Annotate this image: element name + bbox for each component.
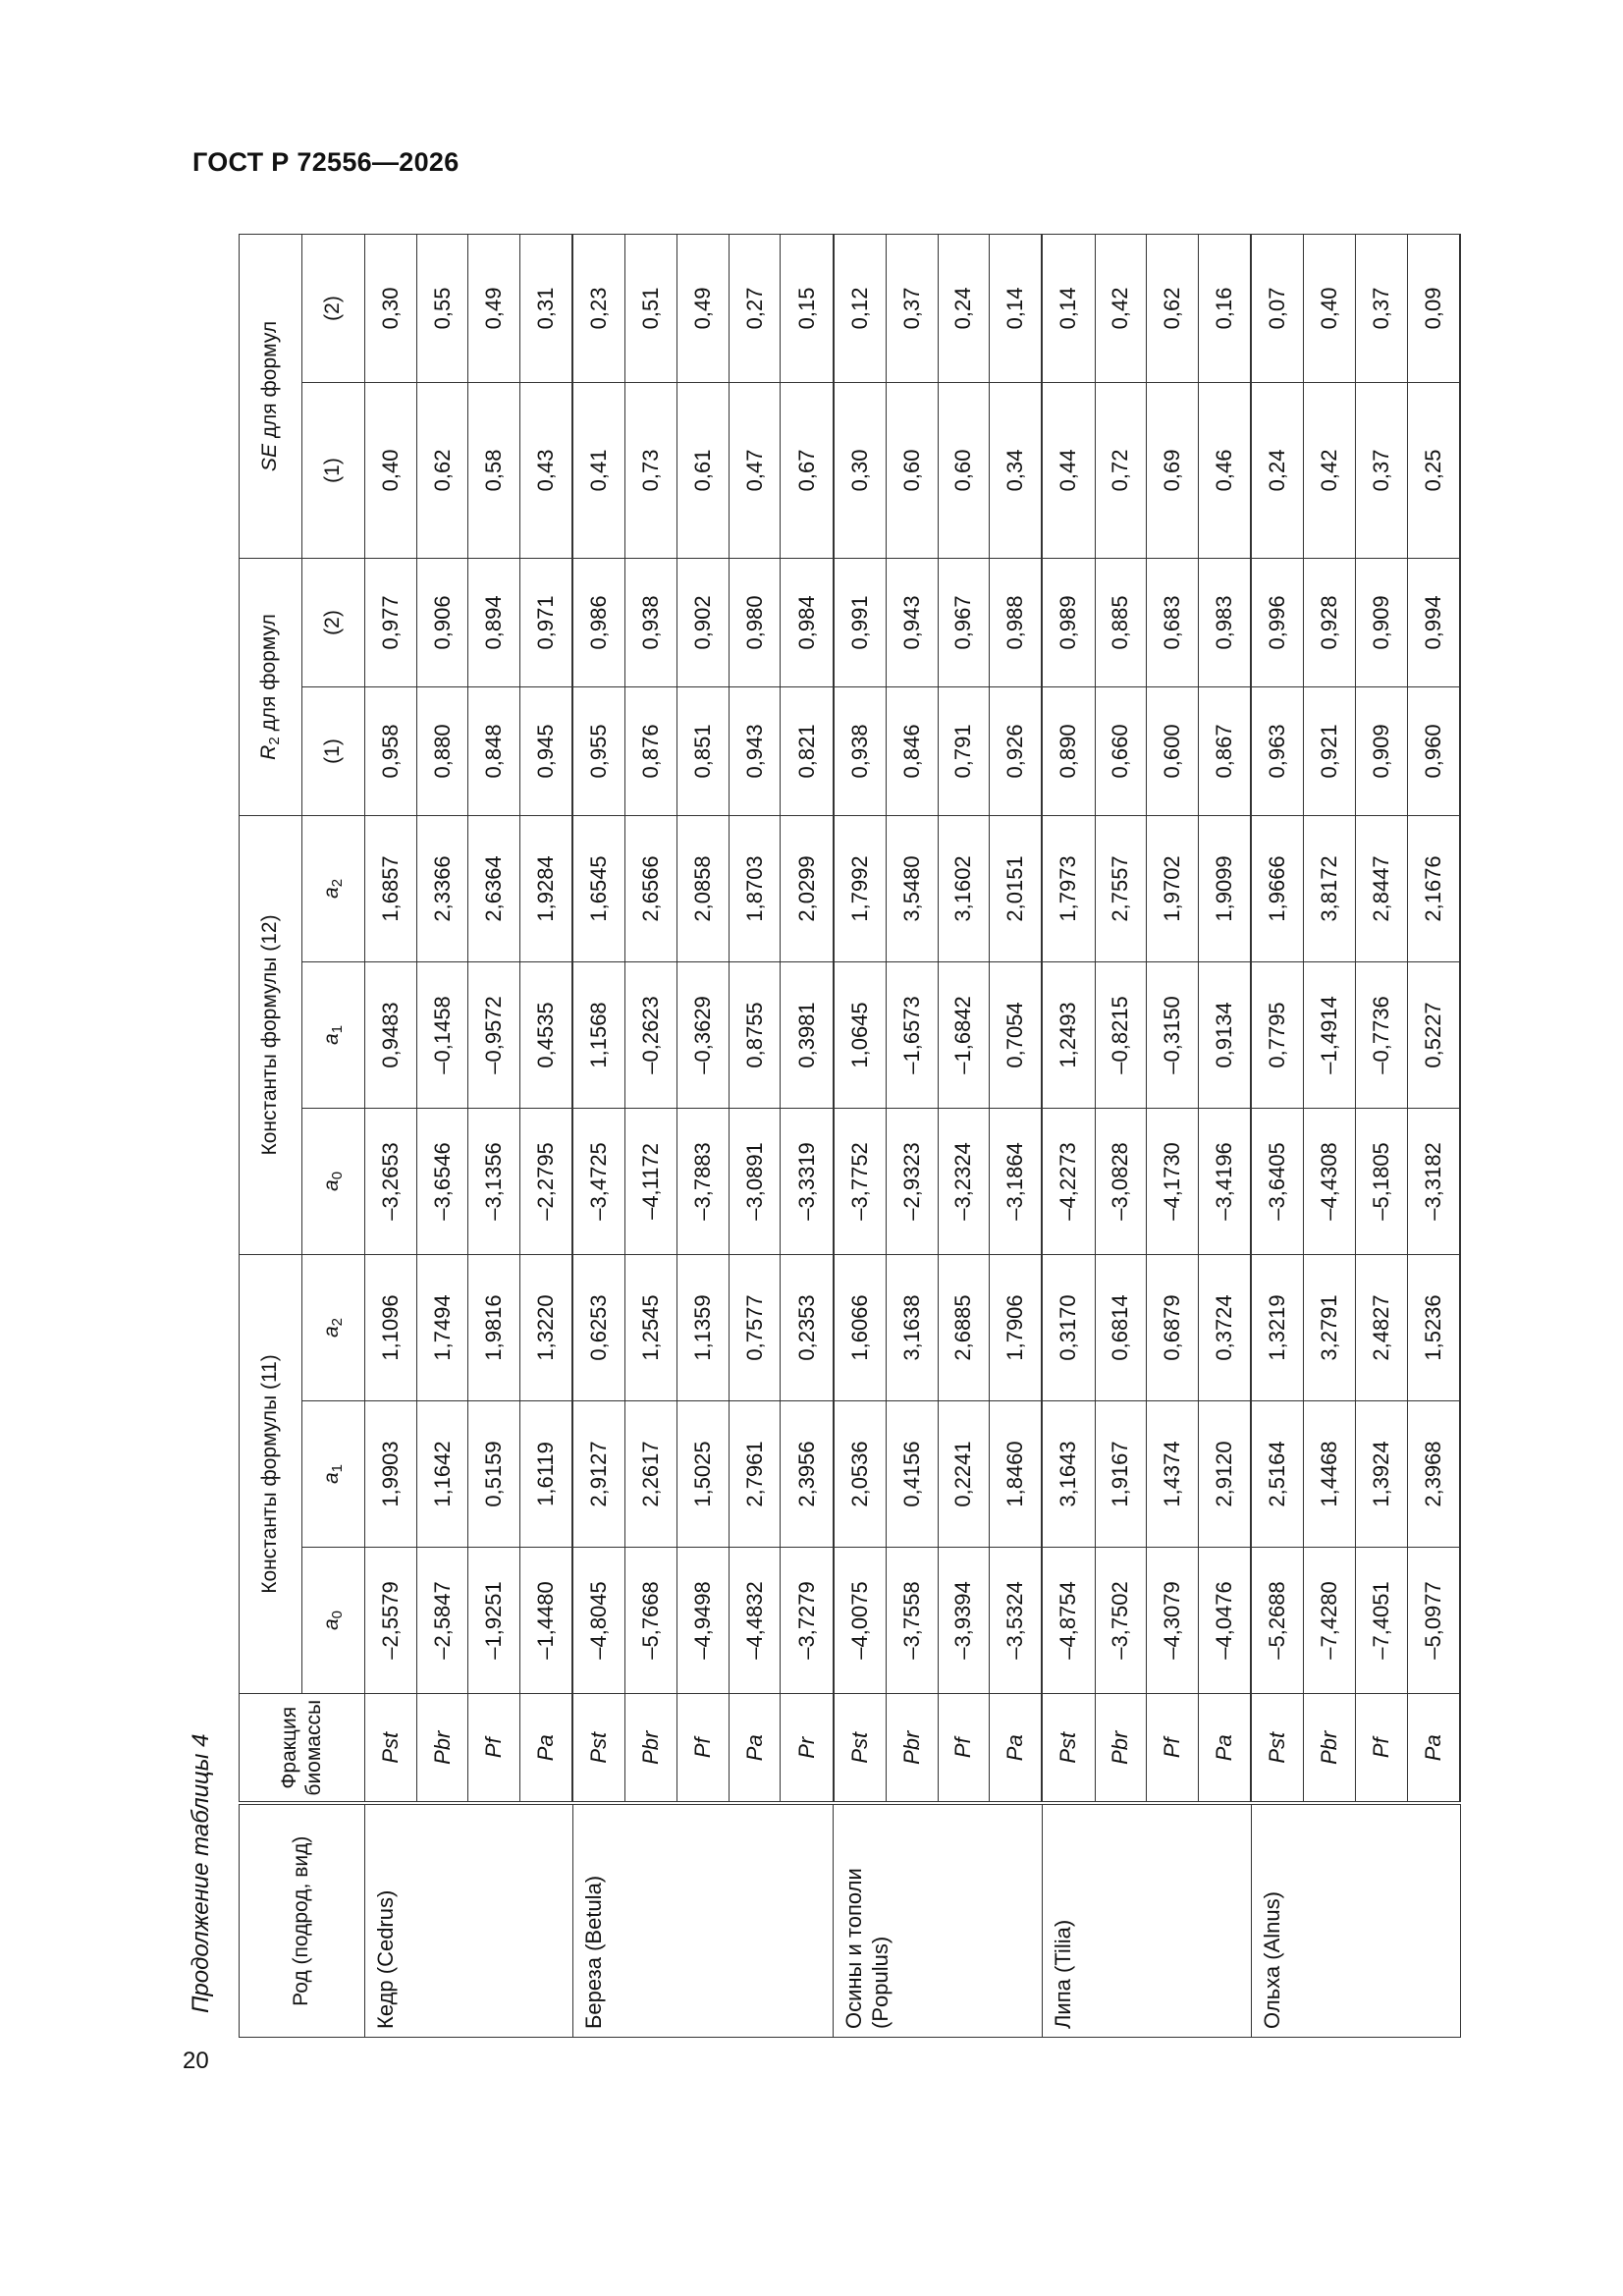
- value-cell: 0,8755: [729, 961, 781, 1108]
- value-cell: 0,996: [1251, 558, 1304, 686]
- value-cell: 0,938: [834, 686, 887, 815]
- value-cell: –0,3629: [677, 961, 730, 1108]
- value-cell: 1,8703: [729, 815, 781, 961]
- value-cell: –3,6405: [1251, 1108, 1304, 1254]
- value-cell: 0,34: [990, 382, 1043, 558]
- value-cell: –3,5324: [990, 1548, 1043, 1694]
- value-cell: 1,6066: [834, 1254, 887, 1400]
- value-cell: 0,9483: [365, 961, 417, 1108]
- column-header-a1-12: [302, 961, 365, 1108]
- value-cell: 0,867: [1198, 686, 1251, 815]
- value-cell: 0,894: [468, 558, 520, 686]
- value-cell: –3,2324: [938, 1108, 990, 1254]
- value-cell: –2,2795: [520, 1108, 573, 1254]
- value-cell: 0,27: [729, 234, 781, 382]
- value-cell: 3,1643: [1042, 1401, 1095, 1548]
- value-cell: 0,62: [416, 382, 468, 558]
- value-cell: 2,6364: [468, 815, 520, 961]
- table-row: [1147, 234, 1199, 2037]
- table-row: [781, 234, 834, 2037]
- value-cell: 1,7992: [834, 815, 887, 961]
- value-cell: –4,8754: [1042, 1548, 1095, 1694]
- value-cell: 0,971: [520, 558, 573, 686]
- value-cell: 1,1568: [572, 961, 625, 1108]
- value-cell: 0,49: [677, 234, 730, 382]
- value-cell: 0,40: [365, 382, 417, 558]
- value-cell: 0,37: [886, 234, 938, 382]
- value-cell: –3,7502: [1095, 1548, 1147, 1694]
- value-cell: 0,967: [938, 558, 990, 686]
- a-symbol: a: [320, 1033, 344, 1045]
- value-cell: 0,5227: [1407, 961, 1460, 1108]
- value-cell: 0,69: [1147, 382, 1199, 558]
- r2-group-label: для формул: [257, 614, 281, 732]
- value-cell: 1,7906: [990, 1254, 1043, 1400]
- biomass-constants-table: [239, 234, 1461, 2038]
- value-cell: –3,4196: [1198, 1108, 1251, 1254]
- value-cell: 1,1096: [365, 1254, 417, 1400]
- table-row: [886, 234, 938, 2037]
- value-cell: –4,1172: [625, 1108, 677, 1254]
- a-symbol: a: [320, 1472, 344, 1485]
- value-cell: 0,660: [1095, 686, 1147, 815]
- value-cell: 0,3981: [781, 961, 834, 1108]
- value-cell: 0,24: [938, 234, 990, 382]
- value-cell: 0,791: [938, 686, 990, 815]
- column-header-r2-f2: (2): [302, 558, 365, 686]
- value-cell: 0,5159: [468, 1401, 520, 1548]
- value-cell: 0,921: [1304, 686, 1356, 815]
- value-cell: –4,4832: [729, 1548, 781, 1694]
- value-cell: 0,42: [1304, 382, 1356, 558]
- value-cell: 0,876: [625, 686, 677, 815]
- value-cell: 0,14: [990, 234, 1043, 382]
- value-cell: 2,1676: [1407, 815, 1460, 961]
- column-header-r2-f1: (1): [302, 686, 365, 815]
- value-cell: 2,5164: [1251, 1401, 1304, 1548]
- table-row: [468, 234, 520, 2037]
- value-cell: 0,60: [938, 382, 990, 558]
- column-header-a0-12: [302, 1108, 365, 1254]
- value-cell: –5,7668: [625, 1548, 677, 1694]
- value-cell: –3,6546: [416, 1108, 468, 1254]
- value-cell: –4,8045: [572, 1548, 625, 1694]
- genus-cell: Береза (Betula): [572, 1804, 833, 2038]
- value-cell: 0,890: [1042, 686, 1095, 815]
- table-row: [416, 234, 468, 2037]
- value-cell: 0,906: [416, 558, 468, 686]
- value-cell: –5,1805: [1355, 1108, 1407, 1254]
- value-cell: 0,7795: [1251, 961, 1304, 1108]
- value-cell: 0,40: [1304, 234, 1356, 382]
- fraction-cell: Pf: [677, 1694, 730, 1804]
- se-symbol: SE: [258, 444, 282, 472]
- value-cell: –3,7558: [886, 1548, 938, 1694]
- value-cell: –3,4725: [572, 1108, 625, 1254]
- value-cell: 0,09: [1407, 234, 1460, 382]
- value-cell: 0,60: [886, 382, 938, 558]
- value-cell: 0,42: [1095, 234, 1147, 382]
- value-cell: 0,58: [468, 382, 520, 558]
- value-cell: –0,3150: [1147, 961, 1199, 1108]
- a-index: 2: [329, 1317, 347, 1327]
- fraction-cell: Pbr: [1095, 1694, 1147, 1804]
- value-cell: –4,1730: [1147, 1108, 1199, 1254]
- value-cell: –0,9572: [468, 961, 520, 1108]
- table-row: [1407, 234, 1460, 2037]
- value-cell: 0,23: [572, 234, 625, 382]
- table-row: [1251, 234, 1304, 2037]
- value-cell: 2,2617: [625, 1401, 677, 1548]
- value-cell: 0,55: [416, 234, 468, 382]
- value-cell: 0,46: [1198, 382, 1251, 558]
- value-cell: 3,2791: [1304, 1254, 1356, 1400]
- value-cell: 1,0645: [834, 961, 887, 1108]
- fraction-cell: Pst: [1042, 1694, 1095, 1804]
- value-cell: 1,8460: [990, 1401, 1043, 1548]
- column-group-r2: [240, 558, 302, 815]
- table-row: [990, 234, 1043, 2037]
- genus-cell: Осины и тополи (Populus): [834, 1804, 1043, 2038]
- fraction-cell: Pbr: [1304, 1694, 1356, 1804]
- column-header-se-f2: (2): [302, 234, 365, 382]
- fraction-cell: Pa: [1407, 1694, 1460, 1804]
- se-group-label: для формул: [258, 320, 282, 439]
- value-cell: 0,991: [834, 558, 887, 686]
- a-index: 0: [329, 1610, 347, 1619]
- table-row: [1042, 234, 1095, 2037]
- value-cell: 0,958: [365, 686, 417, 815]
- value-cell: –0,7736: [1355, 961, 1407, 1108]
- value-cell: –3,9394: [938, 1548, 990, 1694]
- table-continuation-label: Продолжение таблицы 4: [188, 1733, 214, 2013]
- value-cell: 1,9903: [365, 1401, 417, 1548]
- fraction-cell: Pf: [1147, 1694, 1199, 1804]
- genus-cell: Липа (Tilia): [1042, 1804, 1251, 2038]
- genus-cell: Кедр (Cedrus): [365, 1804, 573, 2038]
- value-cell: 0,07: [1251, 234, 1304, 382]
- value-cell: 0,16: [1198, 234, 1251, 382]
- value-cell: 2,7557: [1095, 815, 1147, 961]
- value-cell: 2,4827: [1355, 1254, 1407, 1400]
- value-cell: –1,6573: [886, 961, 938, 1108]
- value-cell: 0,955: [572, 686, 625, 815]
- fraction-cell: Pbr: [625, 1694, 677, 1804]
- value-cell: 1,1359: [677, 1254, 730, 1400]
- fraction-cell: Pa: [729, 1694, 781, 1804]
- value-cell: –0,2623: [625, 961, 677, 1108]
- value-cell: –3,7279: [781, 1548, 834, 1694]
- column-header-fraction: Фракция биомассы: [240, 1694, 365, 1804]
- value-cell: 1,6119: [520, 1401, 573, 1548]
- fraction-cell: Pst: [834, 1694, 887, 1804]
- value-cell: 1,2493: [1042, 961, 1095, 1108]
- value-cell: 2,3366: [416, 815, 468, 961]
- column-header-a1-11: [302, 1401, 365, 1548]
- value-cell: –3,1356: [468, 1108, 520, 1254]
- fraction-cell: Pa: [1198, 1694, 1251, 1804]
- value-cell: 0,880: [416, 686, 468, 815]
- r2-index: 2: [266, 737, 284, 745]
- value-cell: 0,683: [1147, 558, 1199, 686]
- value-cell: 2,9120: [1198, 1401, 1251, 1548]
- value-cell: 0,37: [1355, 234, 1407, 382]
- column-header-a0-11: [302, 1548, 365, 1694]
- value-cell: 1,3924: [1355, 1401, 1407, 1548]
- fraction-cell: Pst: [1251, 1694, 1304, 1804]
- genus-cell: Ольха (Alnus): [1251, 1804, 1460, 2038]
- value-cell: 2,0536: [834, 1401, 887, 1548]
- value-cell: 1,9099: [1198, 815, 1251, 961]
- a-index: 1: [329, 1024, 347, 1034]
- value-cell: –3,3182: [1407, 1108, 1460, 1254]
- value-cell: 1,7494: [416, 1254, 468, 1400]
- value-cell: –1,4480: [520, 1548, 573, 1694]
- value-cell: 0,980: [729, 558, 781, 686]
- value-cell: 1,9666: [1251, 815, 1304, 961]
- value-cell: 3,8172: [1304, 815, 1356, 961]
- fraction-cell: Pbr: [886, 1694, 938, 1804]
- value-cell: 0,960: [1407, 686, 1460, 815]
- value-cell: –3,0891: [729, 1108, 781, 1254]
- value-cell: 1,9284: [520, 815, 573, 961]
- value-cell: –3,7752: [834, 1108, 887, 1254]
- fraction-cell: Pst: [365, 1694, 417, 1804]
- value-cell: –3,3319: [781, 1108, 834, 1254]
- a-symbol: a: [320, 1326, 344, 1338]
- value-cell: 0,37: [1355, 382, 1407, 558]
- value-cell: 0,6814: [1095, 1254, 1147, 1400]
- column-header-a2-12: [302, 815, 365, 961]
- value-cell: 0,4156: [886, 1401, 938, 1548]
- value-cell: 0,41: [572, 382, 625, 558]
- value-cell: 0,846: [886, 686, 938, 815]
- table-row: [677, 234, 730, 2037]
- value-cell: 0,49: [468, 234, 520, 382]
- value-cell: 0,928: [1304, 558, 1356, 686]
- value-cell: 1,9167: [1095, 1401, 1147, 1548]
- a-index: 2: [329, 878, 347, 888]
- value-cell: –1,6842: [938, 961, 990, 1108]
- value-cell: 0,30: [834, 382, 887, 558]
- value-cell: 2,6566: [625, 815, 677, 961]
- value-cell: 0,989: [1042, 558, 1095, 686]
- value-cell: 1,1642: [416, 1401, 468, 1548]
- rotated-table-container: [239, 235, 1461, 2038]
- table-row: [729, 234, 781, 2037]
- value-cell: –1,9251: [468, 1548, 520, 1694]
- value-cell: 0,72: [1095, 382, 1147, 558]
- fraction-cell: Pa: [990, 1694, 1043, 1804]
- value-cell: 2,0299: [781, 815, 834, 961]
- page-number: 20: [183, 2048, 209, 2074]
- value-cell: 0,902: [677, 558, 730, 686]
- fraction-cell: Pr: [781, 1694, 834, 1804]
- value-cell: –2,5847: [416, 1548, 468, 1694]
- value-cell: 0,6253: [572, 1254, 625, 1400]
- value-cell: 0,821: [781, 686, 834, 815]
- value-cell: –1,4914: [1304, 961, 1356, 1108]
- value-cell: 0,943: [886, 558, 938, 686]
- value-cell: 1,4374: [1147, 1401, 1199, 1548]
- value-cell: 0,909: [1355, 686, 1407, 815]
- value-cell: –2,5579: [365, 1548, 417, 1694]
- fraction-cell: Pf: [1355, 1694, 1407, 1804]
- value-cell: 0,6879: [1147, 1254, 1199, 1400]
- value-cell: 0,47: [729, 382, 781, 558]
- value-cell: 0,51: [625, 234, 677, 382]
- fraction-cell: Pst: [572, 1694, 625, 1804]
- value-cell: 0,4535: [520, 961, 573, 1108]
- table-row: [572, 234, 625, 2037]
- value-cell: –7,4051: [1355, 1548, 1407, 1694]
- value-cell: –4,2273: [1042, 1108, 1095, 1254]
- table-row: [1355, 234, 1407, 2037]
- value-cell: 0,62: [1147, 234, 1199, 382]
- r2-symbol: R: [257, 744, 281, 760]
- value-cell: 2,0858: [677, 815, 730, 961]
- value-cell: 1,6857: [365, 815, 417, 961]
- value-cell: 0,885: [1095, 558, 1147, 686]
- value-cell: 0,61: [677, 382, 730, 558]
- table-row: [1198, 234, 1251, 2037]
- fraction-cell: Pf: [938, 1694, 990, 1804]
- value-cell: 0,909: [1355, 558, 1407, 686]
- value-cell: –4,4308: [1304, 1108, 1356, 1254]
- value-cell: 0,12: [834, 234, 887, 382]
- value-cell: 0,25: [1407, 382, 1460, 558]
- value-cell: –0,1458: [416, 961, 468, 1108]
- a-index: 1: [329, 1463, 347, 1473]
- value-cell: 2,3968: [1407, 1401, 1460, 1548]
- column-header-se-f1: (1): [302, 382, 365, 558]
- value-cell: 2,3956: [781, 1401, 834, 1548]
- value-cell: 1,2545: [625, 1254, 677, 1400]
- value-cell: –7,4280: [1304, 1548, 1356, 1694]
- value-cell: –4,3079: [1147, 1548, 1199, 1694]
- value-cell: 0,3724: [1198, 1254, 1251, 1400]
- value-cell: 0,983: [1198, 558, 1251, 686]
- column-group-constants-12: Константы формулы (12): [240, 815, 302, 1254]
- fraction-cell: Pf: [468, 1694, 520, 1804]
- column-group-se: [240, 234, 302, 558]
- value-cell: 0,2241: [938, 1401, 990, 1548]
- column-group-constants-11: Константы формулы (11): [240, 1254, 302, 1693]
- value-cell: –5,0977: [1407, 1548, 1460, 1694]
- value-cell: 0,30: [365, 234, 417, 382]
- value-cell: 0,977: [365, 558, 417, 686]
- value-cell: 0,15: [781, 234, 834, 382]
- value-cell: 1,9702: [1147, 815, 1199, 961]
- value-cell: 0,848: [468, 686, 520, 815]
- value-cell: –3,7883: [677, 1108, 730, 1254]
- value-cell: 2,7961: [729, 1401, 781, 1548]
- value-cell: 0,24: [1251, 382, 1304, 558]
- value-cell: –3,1864: [990, 1108, 1043, 1254]
- value-cell: 3,1602: [938, 815, 990, 961]
- value-cell: 1,5025: [677, 1401, 730, 1548]
- value-cell: 1,9816: [468, 1254, 520, 1400]
- value-cell: 3,1638: [886, 1254, 938, 1400]
- value-cell: 0,2353: [781, 1254, 834, 1400]
- value-cell: 2,9127: [572, 1401, 625, 1548]
- value-cell: 0,988: [990, 558, 1043, 686]
- document-code: ГОСТ Р 72556—2026: [192, 147, 460, 177]
- value-cell: 0,986: [572, 558, 625, 686]
- value-cell: 0,943: [729, 686, 781, 815]
- value-cell: –4,0476: [1198, 1548, 1251, 1694]
- value-cell: –3,0828: [1095, 1108, 1147, 1254]
- value-cell: –3,2653: [365, 1108, 417, 1254]
- value-cell: 1,5236: [1407, 1254, 1460, 1400]
- column-header-genus: Род (подрод, вид): [240, 1804, 365, 2038]
- value-cell: –4,9498: [677, 1548, 730, 1694]
- value-cell: 2,8447: [1355, 815, 1407, 961]
- value-cell: 0,14: [1042, 234, 1095, 382]
- table-row: [834, 234, 887, 2037]
- value-cell: 0,3170: [1042, 1254, 1095, 1400]
- value-cell: 1,6545: [572, 815, 625, 961]
- column-header-a2-11: [302, 1254, 365, 1400]
- a-symbol: a: [320, 1618, 344, 1631]
- value-cell: 3,5480: [886, 815, 938, 961]
- value-cell: 0,963: [1251, 686, 1304, 815]
- table-row: [365, 234, 417, 2037]
- value-cell: 1,3219: [1251, 1254, 1304, 1400]
- value-cell: 0,945: [520, 686, 573, 815]
- value-cell: 0,73: [625, 382, 677, 558]
- value-cell: 0,984: [781, 558, 834, 686]
- value-cell: 2,0151: [990, 815, 1043, 961]
- value-cell: 1,4468: [1304, 1401, 1356, 1548]
- a-symbol: a: [320, 887, 344, 899]
- table-row: [625, 234, 677, 2037]
- a-symbol: a: [320, 1179, 344, 1191]
- value-cell: –4,0075: [834, 1548, 887, 1694]
- table-row: [1304, 234, 1356, 2037]
- a-index: 0: [329, 1171, 347, 1180]
- value-cell: 0,31: [520, 234, 573, 382]
- value-cell: 0,926: [990, 686, 1043, 815]
- value-cell: 2,6885: [938, 1254, 990, 1400]
- value-cell: –0,8215: [1095, 961, 1147, 1108]
- value-cell: 0,44: [1042, 382, 1095, 558]
- value-cell: 0,43: [520, 382, 573, 558]
- value-cell: 1,3220: [520, 1254, 573, 1400]
- value-cell: 0,851: [677, 686, 730, 815]
- value-cell: 0,7054: [990, 961, 1043, 1108]
- table-row: [1095, 234, 1147, 2037]
- value-cell: –5,2688: [1251, 1548, 1304, 1694]
- value-cell: 0,67: [781, 382, 834, 558]
- value-cell: –2,9323: [886, 1108, 938, 1254]
- value-cell: 1,7973: [1042, 815, 1095, 961]
- fraction-cell: Pbr: [416, 1694, 468, 1804]
- fraction-cell: Pa: [520, 1694, 573, 1804]
- value-cell: 0,938: [625, 558, 677, 686]
- value-cell: 0,9134: [1198, 961, 1251, 1108]
- value-cell: 0,600: [1147, 686, 1199, 815]
- table-body: [365, 234, 1461, 2037]
- value-cell: 0,994: [1407, 558, 1460, 686]
- value-cell: 0,7577: [729, 1254, 781, 1400]
- table-row: [938, 234, 990, 2037]
- table-row: [520, 234, 573, 2037]
